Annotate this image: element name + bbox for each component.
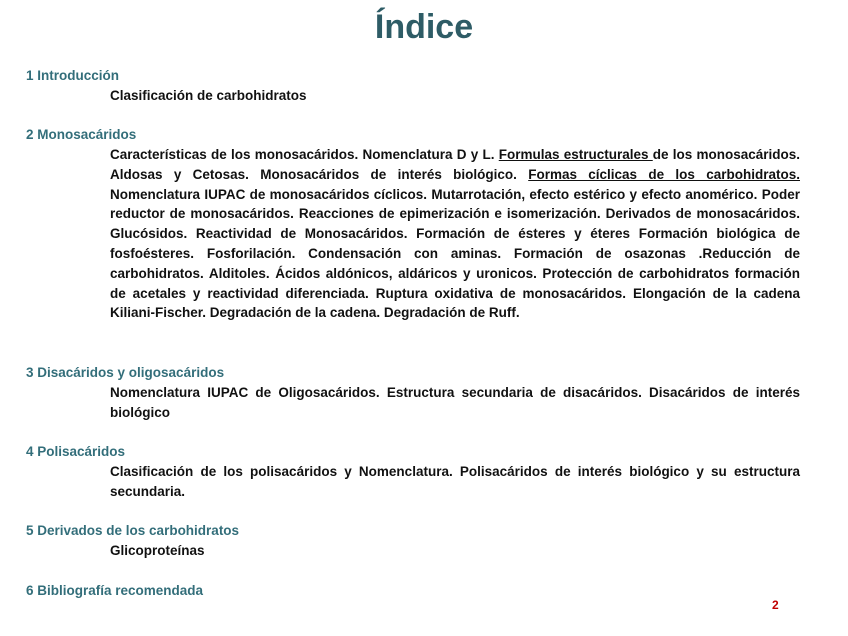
body-text: de los monosacáridos. Aldosas y Cetosas. Monosacáridos de interés biológico. <box>110 147 801 182</box>
page-title: Índice <box>374 8 474 46</box>
section-monosacaridos <box>26 125 806 323</box>
section-heading: 6 Bibliografía recomendada <box>26 583 204 598</box>
body-text: Características de los monosacáridos. Nomenclatura D y L. <box>110 147 499 162</box>
section-heading: 5 Derivados de los carbohidratos <box>26 523 240 538</box>
section-body: Clasificación de carbohidratos <box>110 88 307 103</box>
section-polisacaridos <box>26 442 806 502</box>
section-heading: 1 Introducción <box>26 68 120 83</box>
section-derivados <box>26 521 806 561</box>
page-number: 2 <box>772 598 779 612</box>
section-heading: 2 Monosacáridos <box>26 127 137 142</box>
section-disacaridos <box>26 363 806 423</box>
underlined-term: Formas cíclicas de los carbohidratos. <box>528 166 800 182</box>
section-bibliografia <box>26 581 806 601</box>
section-heading: 4 Polisacáridos <box>26 444 126 459</box>
underlined-term: Formulas estructurales <box>498 147 653 162</box>
section-body: Glicoproteínas <box>110 543 205 558</box>
section-body <box>110 145 800 323</box>
body-text: Nomenclatura IUPAC de monosacáridos cíclicos. Mutarrotación, efecto estérico y efecto anomérico. Poder reductor de monosacáridos. Reacciones de epimerización e isomerización. Derivados de monosacáridos. Glucósidos. Reactividad de Monosacáridos. Formación de ésteres y éteres Formación biológica de fosfoésteres. Fosforilación. Condensación con aminas. Formación de osazonas .Reducción de carbohidratos. Alditoles. Ácidos aldónicos, aldáricos y uronicos. Protección de carbohidratos formación de acetales y reactividad diferenciada. Ruptura oxidativa de monosacáridos. Elongación de la cadena Kiliani-Fischer. Degradación de la cadena. Degradación de Ruff. <box>110 186 800 321</box>
section-body: Nomenclatura IUPAC de Oligosacáridos. Estructura secundaria de disacáridos. Disacáridos de interés biológico <box>110 385 800 420</box>
section-introduccion <box>26 66 806 106</box>
section-heading: 3 Disacáridos y oligosacáridos <box>26 365 225 380</box>
section-body: Clasificación de los polisacáridos y Nomenclatura. Polisacáridos de interés biológico y su estructura secundaria. <box>110 464 800 499</box>
